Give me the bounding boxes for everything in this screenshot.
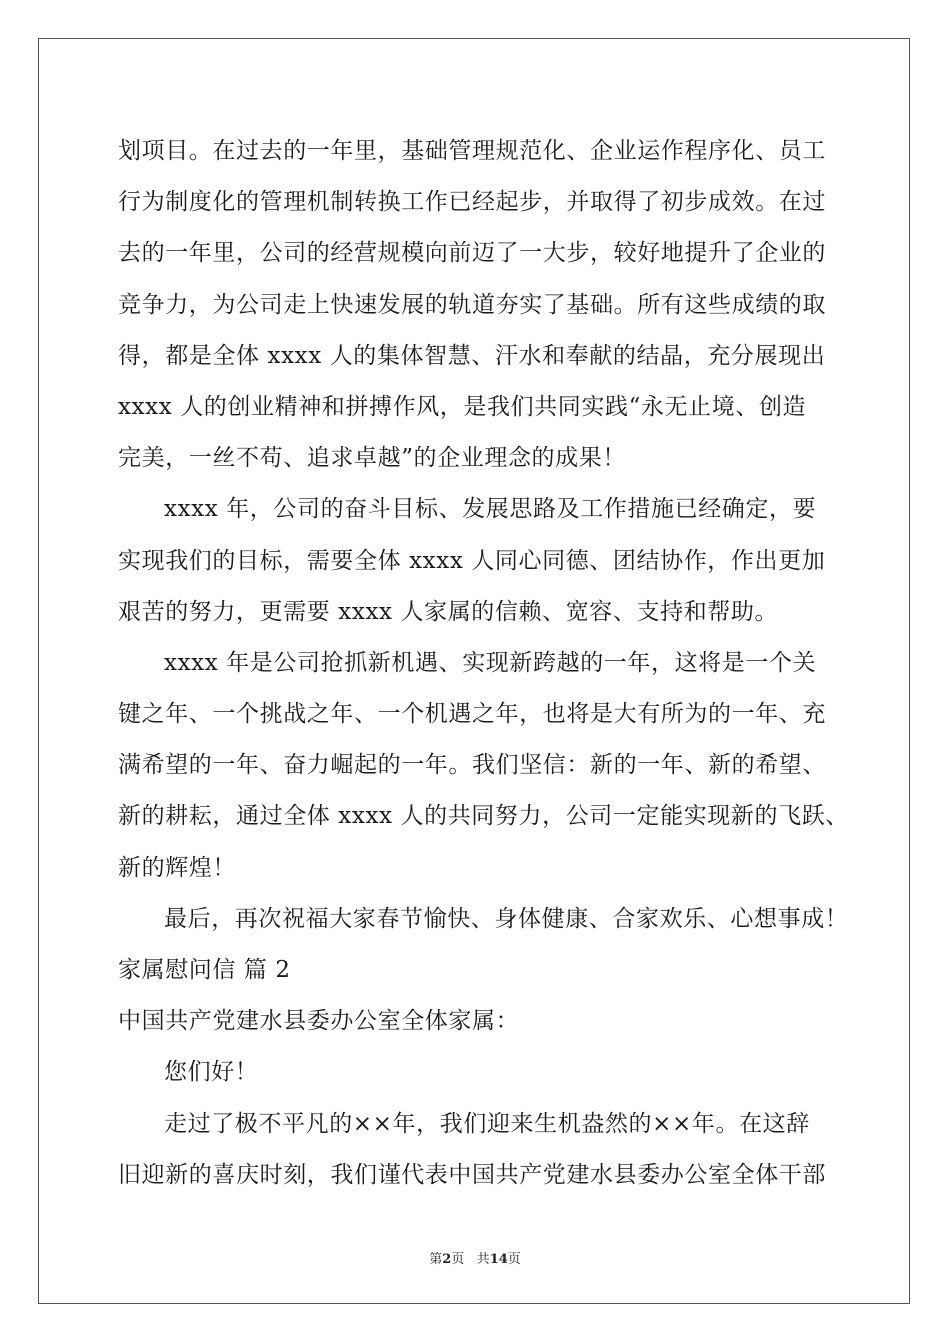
text-line-6: xxxx 人的创业精神和拼搏作风，是我们共同实践“永无止境、创造 — [118, 393, 807, 420]
text-line-2: 行为制度化的管理机制转换工作已经起步，并取得了初步成效。在过 — [118, 189, 826, 216]
text-line-16: 最后，再次祝福大家春节愉快、身体健康、合家欢乐、心想事成！ — [164, 905, 849, 932]
page-footer — [0, 1248, 950, 1267]
greeting: 您们好！ — [164, 1059, 259, 1086]
text-line-15: 新的辉煌！ — [118, 854, 236, 881]
footer-page-prefix: 第 — [429, 1252, 443, 1267]
footer-total-prefix: 共 — [476, 1252, 490, 1267]
text-line-21: 旧迎新的喜庆时刻，我们谨代表中国共产党建水县委办公室全体干部 — [118, 1161, 826, 1188]
document-body — [118, 126, 849, 1201]
section-heading: 家属慰问信 篇 2 — [118, 957, 291, 983]
text-line-9: 实现我们的目标，需要全体 xxxx 人同心同德、团结协作，作出更加 — [118, 547, 826, 574]
footer-page-unit: 页 — [451, 1252, 465, 1267]
text-line-12: 键之年、一个挑战之年、一个机遇之年，也将是大有所为的一年、充 — [118, 701, 826, 728]
text-line-4: 竞争力，为公司走上快速发展的轨道夯实了基础。所有这些成绩的取 — [118, 291, 826, 318]
text-line-13: 满希望的一年、奋力崛起的一年。我们坚信：新的一年、新的希望、 — [118, 752, 826, 779]
text-line-5: 得，都是全体 xxxx 人的集体智慧、汗水和奉献的结晶，充分展现出 — [118, 342, 826, 369]
text-line-14: 新的耕耘，通过全体 xxxx 人的共同努力，公司一定能实现新的飞跃、 — [118, 803, 849, 830]
text-line-11: xxxx 年是公司抢抓新机遇、实现新跨越的一年，这将是一个关 — [164, 649, 817, 676]
text-line-7: 完美，一丝不苟、追求卓越”的企业理念的成果！ — [118, 445, 626, 472]
footer-total-unit: 页 — [507, 1252, 521, 1267]
footer-page-total: 14 — [489, 1252, 508, 1267]
text-line-3: 去的一年里，公司的经营规模向前迈了一大步，较好地提升了企业的 — [118, 240, 826, 267]
text-line-1: 划项目。在过去的一年里，基础管理规范化、企业运作程序化、员工 — [118, 138, 826, 164]
salutation: 中国共产党建水县委办公室全体家属： — [118, 1008, 520, 1035]
text-line-10: 艰苦的努力，更需要 xxxx 人家属的信赖、宽容、支持和帮助。 — [118, 598, 779, 625]
text-line-20: 走过了极不平凡的××年，我们迎来生机盎然的××年。在这辞 — [164, 1110, 810, 1137]
footer-page-current: 2 — [442, 1252, 452, 1267]
text-line-8: xxxx 年，公司的奋斗目标、发展思路及工作措施已经确定，要 — [164, 496, 817, 523]
